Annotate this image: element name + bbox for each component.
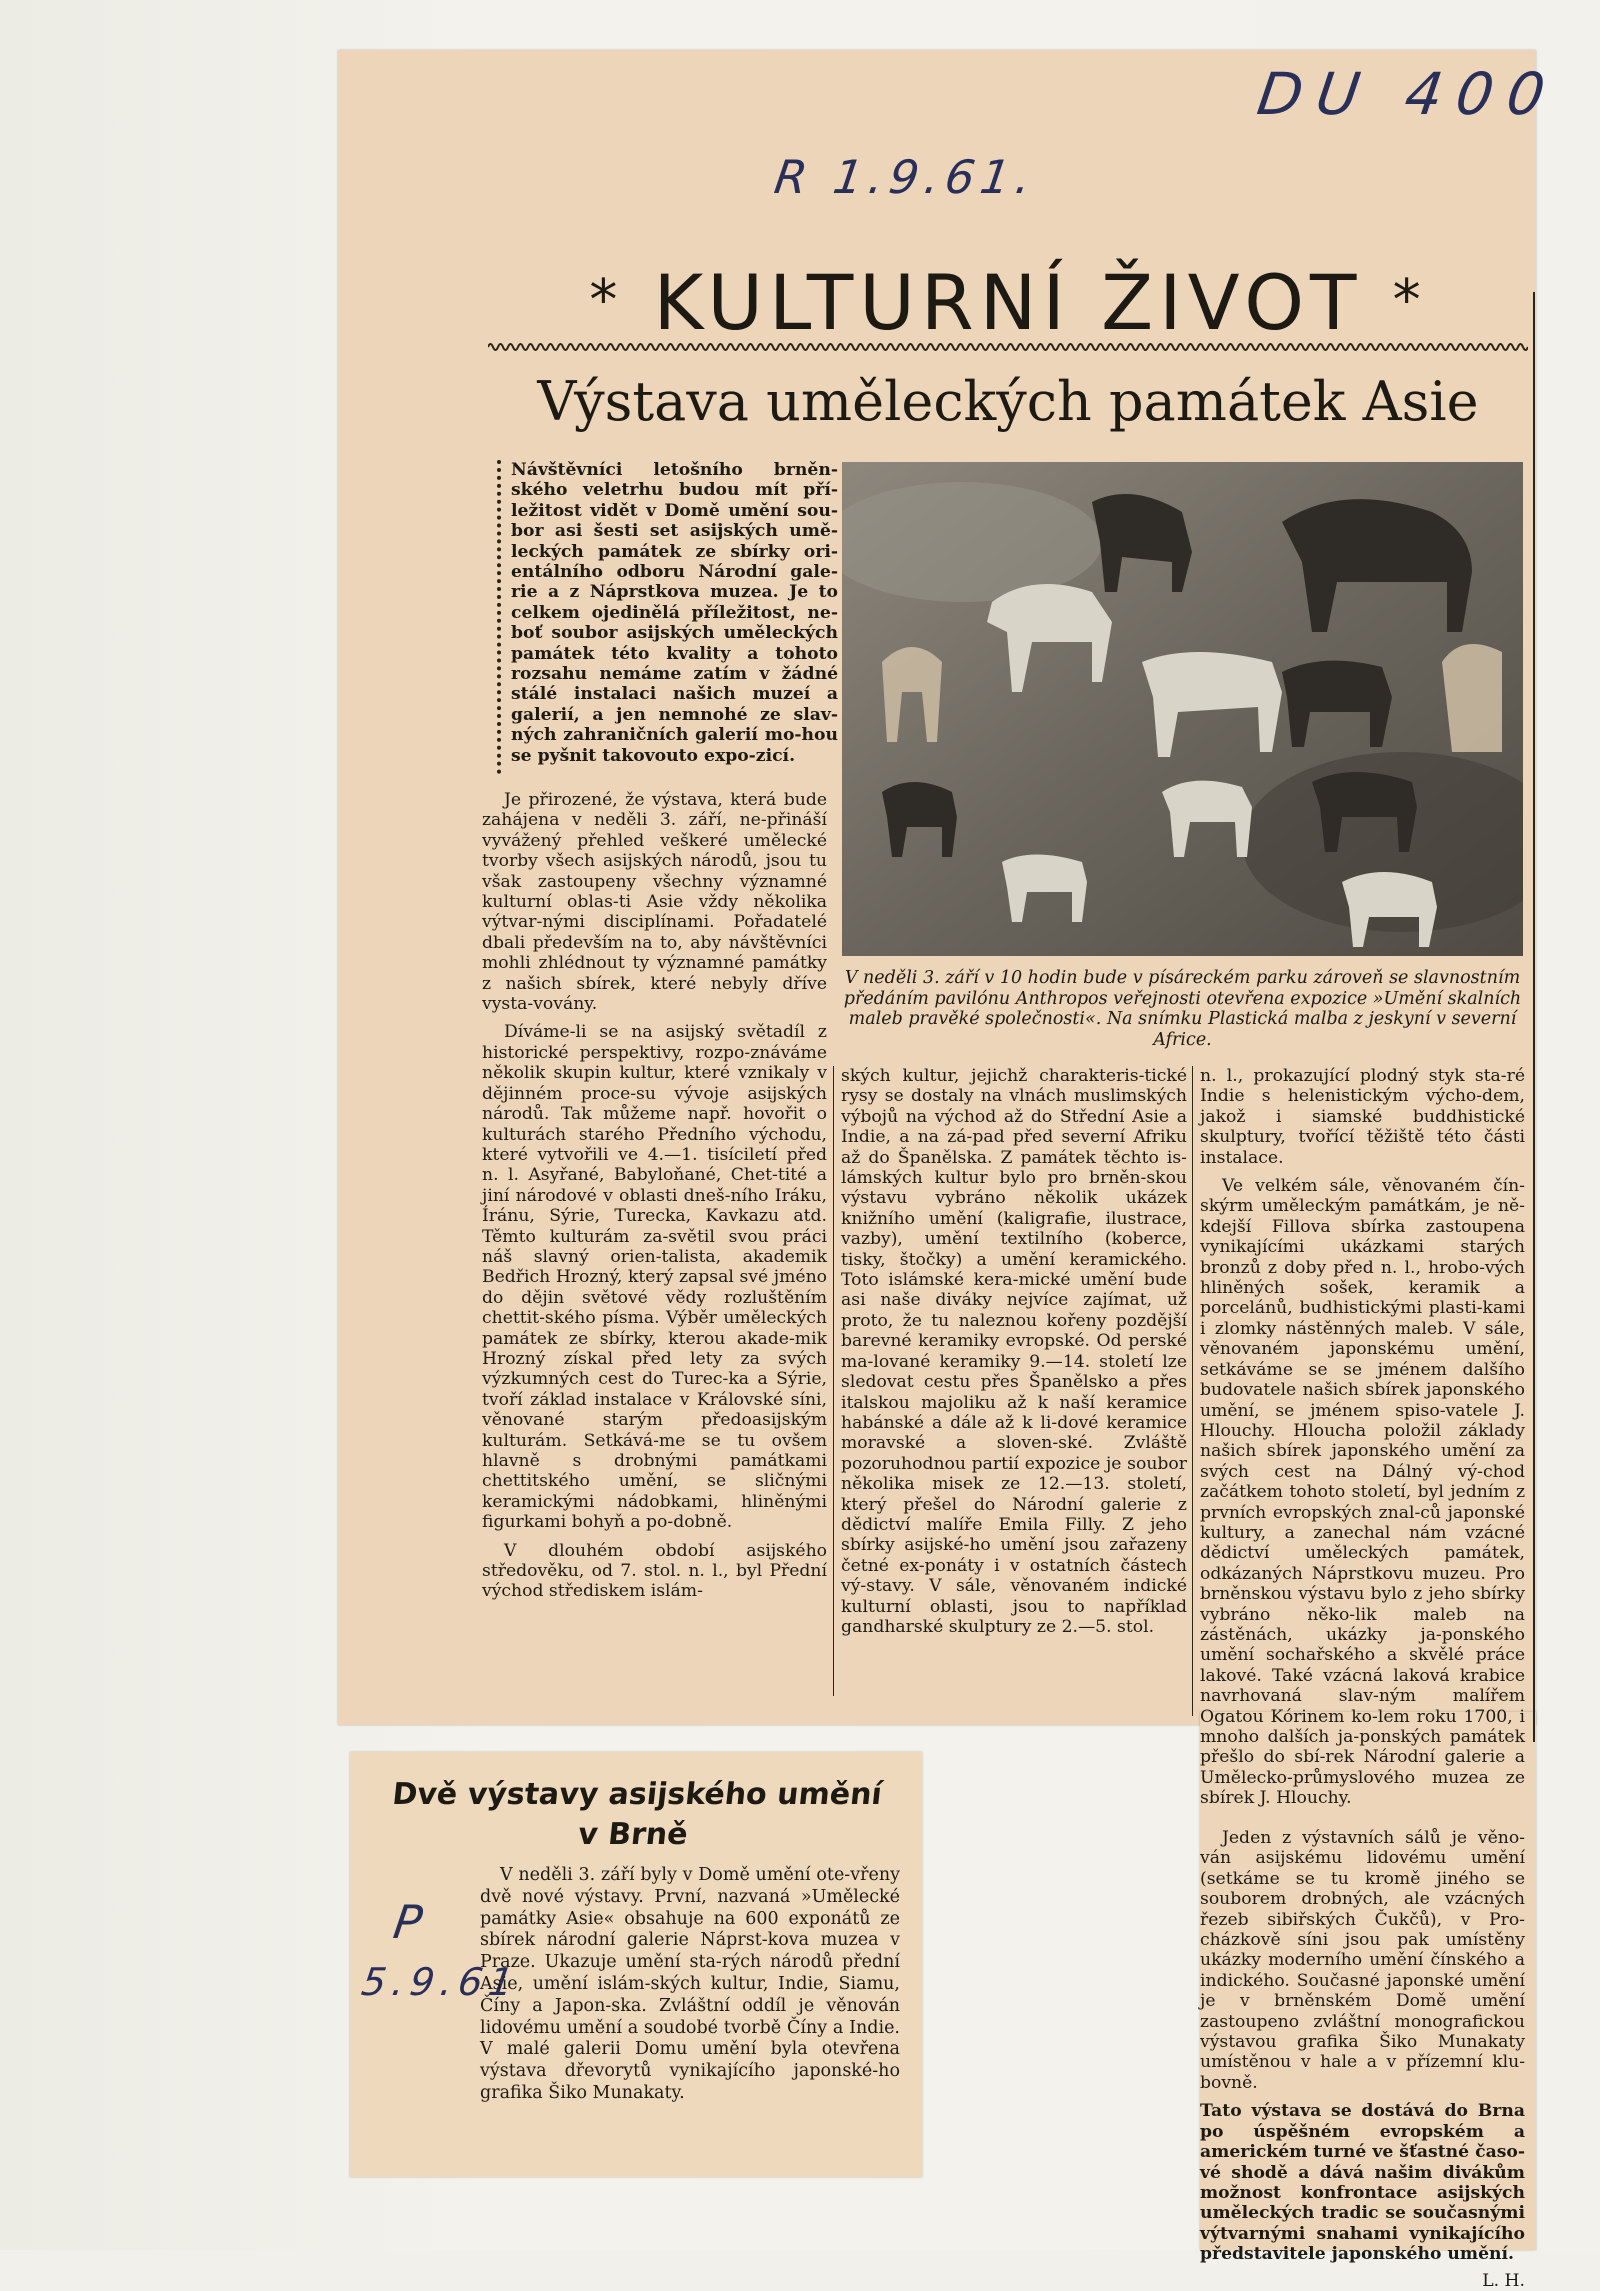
article-headline: Výstava uměleckých památek Asie	[537, 370, 1479, 433]
star-icon: *	[1392, 268, 1427, 333]
article-column-2	[841, 1066, 1187, 1645]
paragraph-bold: Tato výstava se dostává do Brna po úspěšném evropském a americkém turné ve šťastné časo-vé shodě a dává našim divákům možnost konfrontace asijských uměleckých tradic se současnými výtvarnými snahami vynikajícího představitele japonského umění.	[1200, 2101, 1525, 2265]
paragraph: V neděli 3. září byly v Domě umění ote-vřeny dvě nové výstavy. První, nazvaná »Umělecké památky Asie« obsahuje na 600 exponátů ze sbírek národní galerie Náprst-kova muzea v Praze. Ukazuje umění sta-rých národů přední Asie, umění islám-ských kultur, Indie, Siamu, Číny a Japon-ska. Zvláštní oddíl je věnován lidovému umění a soudobé tvorbě Číny a Indie. V malé galerii Domu umění byla otevřena výstava dřevorytů vynikajícího japonské-ho grafika Šiko Munakaty.	[480, 1865, 900, 2103]
article-column-3-continued	[1200, 1828, 1525, 2291]
column-divider	[833, 1066, 834, 1696]
star-icon: *	[589, 268, 624, 333]
lead-paragraph: Návštěvníci letošního brněn-ského veletrhu budou mít pří-ležitost vidět v Domě umění sou-bor asi šesti set asijských umě-leckých památek ze sbírky ori-entálního odboru Národní gale-rie a z Náprstkova muzea. Je to celkem ojedinělá příležitost, ne-boť soubor asijských uměleckých památek této kvality a tohoto rozsahu nemáme zatím v žádné stálé instalaci našich muzeí a galerií, a jen nemnohé ze slav-ných zahraničních galerií mo-hou se pyšnit takovouto expo-zicí.	[511, 460, 838, 766]
paragraph: Ve velkém sále, věnovaném čín-skýrm uměleckým památkám, je ně-kdejší Fillova sbírka zastoupena vynikajícími ukázkami starých bronzů z doby před n. l., hrobo-vých hliněných sošek, keramik a porcelánů, budhistickými plasti-kami i zlomky nástěnných maleb. V sále, věnovaném japonskému umění, setkáváme se se jménem dalšího budovatele našich sbírek japonského umění, se jménem spiso-vatele J. Hlouchy. Hloucha položil základy našich sbírek japonského umění za svých cest na Dálný vý-chod začátkem tohoto století, byl jedním z prvních evropských znal-ců japonské kultury, a zanechal nám vzácné dědictví uměleckých památek, odkázaných Náprstkovu muzeu. Pro brněnskou výstavu bylo z jeho sbírky vybráno něko-lik maleb na zástěnách, ukázky ja-ponského umění sochařského a skvělé práce lakové. Také vzácná laková krabice navrhovaná slav-ným malířem Ogatou Kórinem ko-lem roku 1700, i mnoho dalších ja-ponských památek přešlo do sbí-rek Národní galerie a Umělecko-průmyslového muzea ze sbírek J. Hlouchy.	[1200, 1176, 1525, 1809]
author-signature: L. H.	[1482, 2270, 1525, 2291]
handwritten-reference: DU 400	[1253, 60, 1564, 128]
page-border-line	[1533, 292, 1535, 1742]
small-article-body	[480, 1865, 900, 2105]
article-lead	[497, 460, 838, 774]
column-divider	[1192, 1066, 1193, 1716]
handwritten-mark: P	[390, 1895, 432, 1949]
paragraph: Je přirozené, že výstava, která bude zahájena v neděli 3. září, ne-přináší vyvážený přehled veškeré umělecké tvorby všech asijských národů, jsou tu však zastoupeny všechny významné kulturní oblas-ti Asie vždy několika výtvar-nými disciplínami. Pořadatelé dbali především na to, aby návštěvníci mohli zhlédnout ty významné památky z našich sbírek, které nebyly dříve vysta-vovány.	[482, 790, 827, 1015]
handwritten-date: R 1.9.61.	[771, 150, 1041, 204]
paragraph: ských kultur, jejichž charakteris-tické rysy se dostaly na vlnách muslimských výbojů na východ až do Střední Asie a Indie, a na zá-pad před severní Afriku až do Španělska. Z památek těchto is-lámských kultur bylo pro brněn-skou výstavu vybráno několik ukázek knižního umění (kaligrafie, ilustrace, vazby), umění textilního (koberce, tisky, štočky) a umění keramického. Toto islámské kera-mické umění bude asi naše diváky nejvíce zajímat, už proto, že tu naleznou kořeny pozdější barevné keramiky evropské. Od perské ma-lované keramiky 9.—14. století lze sledovat cestu přes Španělsko a přes italskou majoliku až k naší keramice habánské a dále až k li-dové keramice moravské a sloven-ské. Zvláště pozoruhodnou partií expozice je soubor několika misek ze 12.—13. století, který přešel do Národní galerie z dědictví malíře Emila Filly. Z jeho sbírky asijské-ho umění jsou zařazeny četné ex-ponáty i v ostatních částech vý-stavy. V sále, věnovaném indické kulturní oblasti, jsou to například gandharské skulptury ze 2.—5. stol.	[841, 1066, 1187, 1637]
section-title	[488, 258, 1528, 347]
decorative-wave-rule	[488, 340, 1528, 354]
paragraph: V dlouhém období asijského středověku, od 7. stol. n. l., byl Přední východ střediskem islám-	[482, 1540, 827, 1602]
rock-painting-photo	[842, 462, 1523, 956]
article-column-3	[1200, 1066, 1525, 1817]
paragraph: n. l., prokazující plodný styk sta-ré Indie s helenistickým výcho-dem, jakož i siamské buddhistické skulptury, tvořící těžiště této části instalace.	[1200, 1066, 1525, 1168]
small-headline-line: Dvě výstavy asijského umění	[390, 1777, 884, 1812]
rock-painting-illustration	[842, 462, 1523, 956]
paragraph: Díváme-li se na asijský světadíl z historické perspektivy, rozpo-znáváme několik skupin kultur, které vznikaly v dějinném proce-su vývoje asijských národů. Tak můžeme např. hovořit o kulturách starého Předního východu, které vytvořili ve 4.—1. tisíciletí před n. l. Asyřané, Babyloňané, Chet-tité a jiní národové v oblasti dneš-ního Iráku, Íránu, Sýrie, Turecka, Kavkazu atd. Těmto kulturám za-světil svou práci náš slavný orien-talista, akademik Bedřich Hrozný, který zapsal své jméno do dějin světové vědy rozluštěním chettit-ského písma. Výběr uměleckých památek ze sbírky, kterou akade-mik Hrozný získal před lety za svých výzkumných cest do Turec-ka a Sýrie, tvoří základ instalace v Královské síni, věnované starým předoasijským kulturám. Setkává-me se tu ovšem hlavně s drobnými památkami chettitského umění, se sličnými keramickými nádobkami, hliněnými figurkami bohyň a po-dobně.	[482, 1022, 827, 1533]
photo-caption: V neděli 3. září v 10 hodin bude v písáreckém parku zároveň se slavnostním předáním pavilónu Anthropos veřejnosti otevřena expozice »Umění skalních maleb pravěké společnosti«. Na snímku Plastická malba z jeskyní v severní Africe.	[843, 968, 1522, 1050]
handwritten-date-small: 5.9.61	[358, 1960, 522, 2004]
small-headline-line: v Brně	[576, 1817, 690, 1852]
section-title-text: KULTURNÍ ŽIVOT	[653, 258, 1363, 347]
article-column-1	[482, 790, 827, 1610]
paragraph: Jeden z výstavních sálů je věno-ván asijskému lidovému umění (setkáme se tu kromě jiného se souborem drobných, ale vzácných řezeb sibiřských Čukčů), v Pro-cházkově síni jsou pak umístěny ukázky moderního umění čínského a indického. Současné japonské umění je v brněnském Domě umění zastoupeno zvláštní monografickou výstavou grafika Šiko Munakaty umístěnou v hale a v přízemní klu-bovně.	[1200, 1828, 1525, 2093]
small-article-headline	[376, 1775, 894, 1855]
